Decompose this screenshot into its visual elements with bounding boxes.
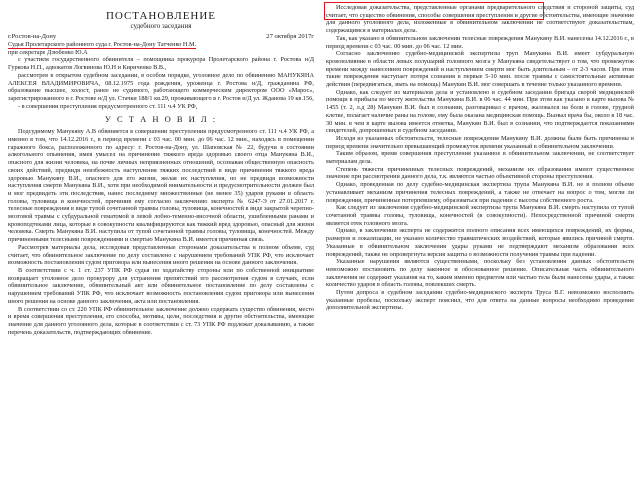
- circumstances-paragraph: Исходя из указанных обстоятельств, телесные повреждения Манукяну В.И. должны были быть причинены в период времени значительно превышающий промежуток времени указанный в обвинительном заключении.: [326, 134, 634, 150]
- secretary-line: при секретаре Дзюбенко Ю.А: [8, 48, 88, 56]
- court-line-text: Судья Пролетарского районного суда г. Ростов-на-Дону Татченко Н.М.: [8, 41, 197, 48]
- evidence-paragraph: Исследовав доказательства, представленные органами предварительного следствия и стороной защиты, суд считает, что существо обвинения, способы совершения преступления и другие обстоятельства, имеющие значение для данного уголовного дела, изложенные в обвинительном заключении не соответствуют доказательствам, содержащимся в материалах дела.: [326, 4, 634, 35]
- date: 27 октября 2017г: [266, 33, 314, 40]
- expertise-paragraph: Согласно заключению судебно-медицинской экспертизы труп Манукяна В.И. имеет субдуральную кровоизлияние в области левых полушарий головного мозга у Манукяна свидетельствует о том, что промежуток времени между нанесением повреждений и наступлением смерти мог быть длительным – от 2-3 часов. При этом такие повреждения наступает потеря сознания в первые 5-10 мин. после травмы с самостоятельные активные действия (передвигаться, звать на помощь) Манукян В.И. мог совершать в течение только указанного времени.: [326, 50, 634, 89]
- ambulance-paragraph: Однако, как следует из материалов дела и установлено в судебном заседании бригада скорой медицинской помощи в прибыла по месту жительства Манукяна В.И. в 06 час. 44 мин. При этом как указано в карте вызова № 1455 (т. 2, л.д 28) Манукян В.И. был в сознании, разговаривал с врачом, жаловался на боли в голове, грудной клетке, полагает наличие раны на голове, ему была оказана медицинская помощь. Вызвал врача бы, около в 18 час. 30 мин. в чем в карте вызова имеется отметка, Манукян В.И. был в сознании, что подтверждается показаниями свидетелей, допрошенных в судебном заседании.: [326, 88, 634, 135]
- document-subtitle: судебного заседания: [130, 22, 192, 30]
- document-title: ПОСТАНОВЛЕНИЕ: [105, 10, 217, 22]
- time-mismatch-paragraph: Таким образом, время совершения преступления указанное в обвинительном заключении, не соответствует материалам дела.: [326, 150, 634, 166]
- expert-interview-paragraph: Путем допроса в судебном заседании судебно-медицинского эксперта Труса В.Г. невозможно восполнить указанные пробелы, поскольку эксперт пояснил, что для ответа на данные вопросы необходимо проведение дополнительной экспертизы.: [326, 289, 634, 312]
- law-article-220-paragraph: В соответствии со ст. 220 УПК РФ обвинительное заключение должно содержать существо обвинения, место и время совершения преступления, его способы, мотивы, цели, последствия и другие обстоятельства, имеющие значение для данного уголовного дела, которые в соответствии с ст. 73 УПК РФ подлежат доказыванию, а также перечень доказательств, подтверждающих обвинение.: [8, 305, 314, 336]
- highlight-box: [324, 2, 544, 20]
- defendant-paragraph: рассмотрев в открытом судебном заседании, в особом порядке, уголовное дело по обвинению МАНУКЯНА АЛЕКСЕЯ ВЛАДИМИРОВИЧА, 08.12.1975 года рождения, уроженца г. Ростова н/Д, гражданина РФ, образование высшее, холост, ранее не судимого, работающего коммерческим директором ООО «Марос», зарегистрированного в г. Ростове н/Д ул. Стачки 188/1 кв.29, проживающего в г. Ростов н/Д ул. Жданова 19 кв.156,: [8, 71, 314, 102]
- place-date-row: [8, 33, 314, 41]
- right-column: [320, 0, 640, 498]
- participants-paragraph: с участием государственного обвинителя – помощника прокурора Пролетарского района г. Ростова н/Д Гуркова Н.П., адвокатов Логвинова Ю.Н и Кириченко В.В.,: [8, 56, 314, 72]
- court-finding-paragraph: Рассмотрев материалы дела, исследовав представленные сторонами доказательства в полном объеме, суд считает, что обвинительное заключение по делу составлено с нарушением требований УПК РФ, что исключает возможность постановления судом приговора или вынесения иного решения на основе данного заключения.: [8, 243, 314, 267]
- law-article-237-paragraph: В соответствии с ч. 1 ст. 237 УПК РФ судья по ходатайству стороны или по собственной инициативе возвращает уголовное дело прокурору для устранения препятствий его рассмотрения судом в случаях, если обвинительное заключение, обвинительный акт или обвинительное постановление по делу составлены с нарушением требований УПК РФ, что исключает возможность постановления судом приговора или вынесения иного решения на основе данного заключения, акта или постановления.: [8, 266, 314, 305]
- city: г.Ростов-на-Дону: [8, 33, 57, 40]
- cause-of-death-paragraph: Как следует из заключения судебно-медицинской экспертизы трупа Манукяна В.И. смерть наступила от тупой сочетанной травмы головы, туловища, конечностей (в совокупности). Непосредственной причиной смерти является отек головного мозга.: [326, 204, 634, 227]
- court-line: [8, 41, 314, 49]
- time-paragraph: Так, как указано в обвинительном заключении телесные повреждения Манукяну В.И. нанесены 14.12.2016 г., в период времени с 03 час. 00 мин. до 06 час. 12 мин.: [326, 34, 634, 50]
- charge-line: - в совершении преступления предусмотренного ст. 111 ч.4 УК РФ,: [18, 102, 198, 110]
- severity-paragraph: Степень тяжести причиненных телесных повреждений, механизм их образования имеют существенное значение при рассмотрении данного дела, т.к. являются частью объективной стороны преступления.: [326, 165, 634, 181]
- missing-description-paragraph: Однако, в заключении эксперта не содержится полного описания всех имеющихся повреждений, их формы, размеров и локализации, не указано количество травматических воздействий, которые явились причиной смерти. Указанные в обвинительном заключении удары руками не подтверждают механизм образования всех повреждений, также не опровергнута версия защиты о возможности получения травмы при падении.: [326, 227, 634, 258]
- examination-paragraph: Однако, проведенная по делу судебно-медицинская экспертиза трупа Манукяна В.И. не в полном объеме устанавливает механизм причинения телесных повреждений, а также не отвечает на вопрос о том, могли ли повреждения, причиненные потерпевшему, образоваться при падении с высоты собственного роста.: [326, 181, 634, 204]
- charge-description-paragraph: Подсудимому Манукяну А.В обвиняется в совершении преступления предусмотренного ст. 111 ч.4 УК РФ, а именно в том, что 14.12.2016 г., в период времени с 03 час. 00 мин. до 06 час. 12 мин., находясь в помещении гаражного бокса, расположенного по адресу: г. Ростов-на-Дону, ул. Шаповская № 22, будучи в состоянии алкогольного опьянения, имея умысел на причинение тяжкого вреда здоровью своего отца Манукяна В.И., опасного для жизни человека, на почве личных неприязненных отношений, осознавая общественную опасность своих действий, предвидя неизбежность наступления тяжких последствий в виде причинения тяжкого вреда здоровью Манукяну В.И., опасного для его жизни, желая их наступления, но не предвидя возможности наступления смерти Манукяна В.И., хотя при необходимой внимательности и предусмотрительности должен был и мог предвидеть эти последствия, нанес последнему множественные (не менее 35) ударов руками в область головы, туловища и конечностей, причинив ему согласно заключению эксперта № 6247-Э от 27.01.2017 г. телесные повреждения в виде тупой сочетанной травмы головы, туловища, конечностей в виде закрытой черепно-мозговой травмы с субдуральной гематомой в левой лобно-теменно-височной области, ушибленными ранами и кровоподтеками лица, которые в совокупности квалифицируются как тяжкий вред здоровью, опасный для жизни человека. Смерть Манукяна В.И. наступила от тупой сочетанной травмы головы, туловища, конечностей. Между причиненными телесными повреждениями и смертью Манукяна В.И. имеется причинная связь.: [8, 128, 314, 244]
- section-heading: У С Т А Н О В И Л :: [104, 114, 218, 125]
- violations-paragraph: Указанные нарушения являются существенными, поскольку без установления данных обстоятельств невозможно постановить по делу законное и обоснованное решение. Описательная часть обвинительного заключения не содержит указания на то, каким именно предметом или частью тела были нанесены удары, а также количество ударов в область головы, повлекших смерть.: [326, 258, 634, 289]
